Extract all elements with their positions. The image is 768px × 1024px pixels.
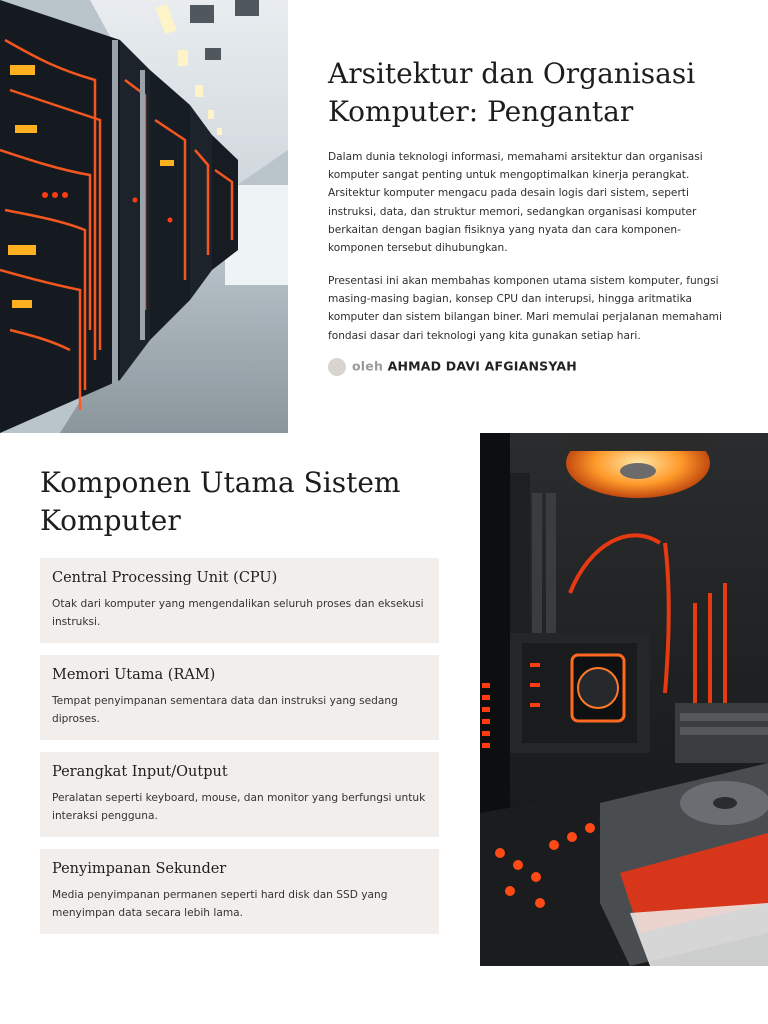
author-prefix: oleh (352, 358, 384, 374)
component-card-io (40, 752, 439, 837)
card-heading: Penyimpanan Sekunder (52, 861, 227, 877)
card-text: Peralatan seperti keyboard, mouse, dan monitor yang berfungsi untuk interaksi pengguna. (52, 792, 426, 822)
overview-paragraph: Presentasi ini akan membahas komponen utama sistem komputer, fungsi masing-masing bagian, konsep CPU dan interupsi, hingga aritmatika komputer dan sistem bilangan biner. Mari memulai perjalanan memahami fondasi dasar dari teknologi yang kita gunakan setiap hari. (328, 275, 722, 342)
author-byline (328, 358, 577, 376)
component-card-cpu (40, 558, 439, 643)
card-heading: Memori Utama (RAM) (52, 667, 216, 683)
card-text: Tempat penyimpanan sementara data dan instruksi yang sedang diproses. (52, 695, 398, 725)
server-room-image (0, 0, 288, 433)
component-card-storage (40, 849, 439, 934)
computer-internals-image (480, 433, 768, 966)
card-heading: Central Processing Unit (CPU) (52, 570, 278, 586)
author-name: AHMAD DAVI AFGIANSYAH (387, 358, 577, 374)
card-text: Otak dari komputer yang mengendalikan seluruh proses dan eksekusi instruksi. (52, 598, 424, 628)
card-text: Media penyimpanan permanen seperti hard disk dan SSD yang menyimpan data secara lebih lama. (52, 889, 388, 919)
card-heading: Perangkat Input/Output (52, 764, 228, 780)
intro-paragraph: Dalam dunia teknologi informasi, memahami arsitektur dan organisasi komputer sangat penting untuk mengoptimalkan kinerja perangkat. Arsitektur komputer mengacu pada desain logis dari sistem, seperti instruksi, data, dan struktur memori, sedangkan organisasi komputer berkaitan dengan bagian fisiknya yang nyata dan cara komponen-komponen tersebut dihubungkan. (328, 151, 703, 255)
section-title: Komponen Utama Sistem Komputer (40, 466, 401, 537)
component-card-ram (40, 655, 439, 740)
avatar (328, 358, 346, 376)
page-title: Arsitektur dan Organisasi Komputer: Pengantar (328, 57, 696, 128)
